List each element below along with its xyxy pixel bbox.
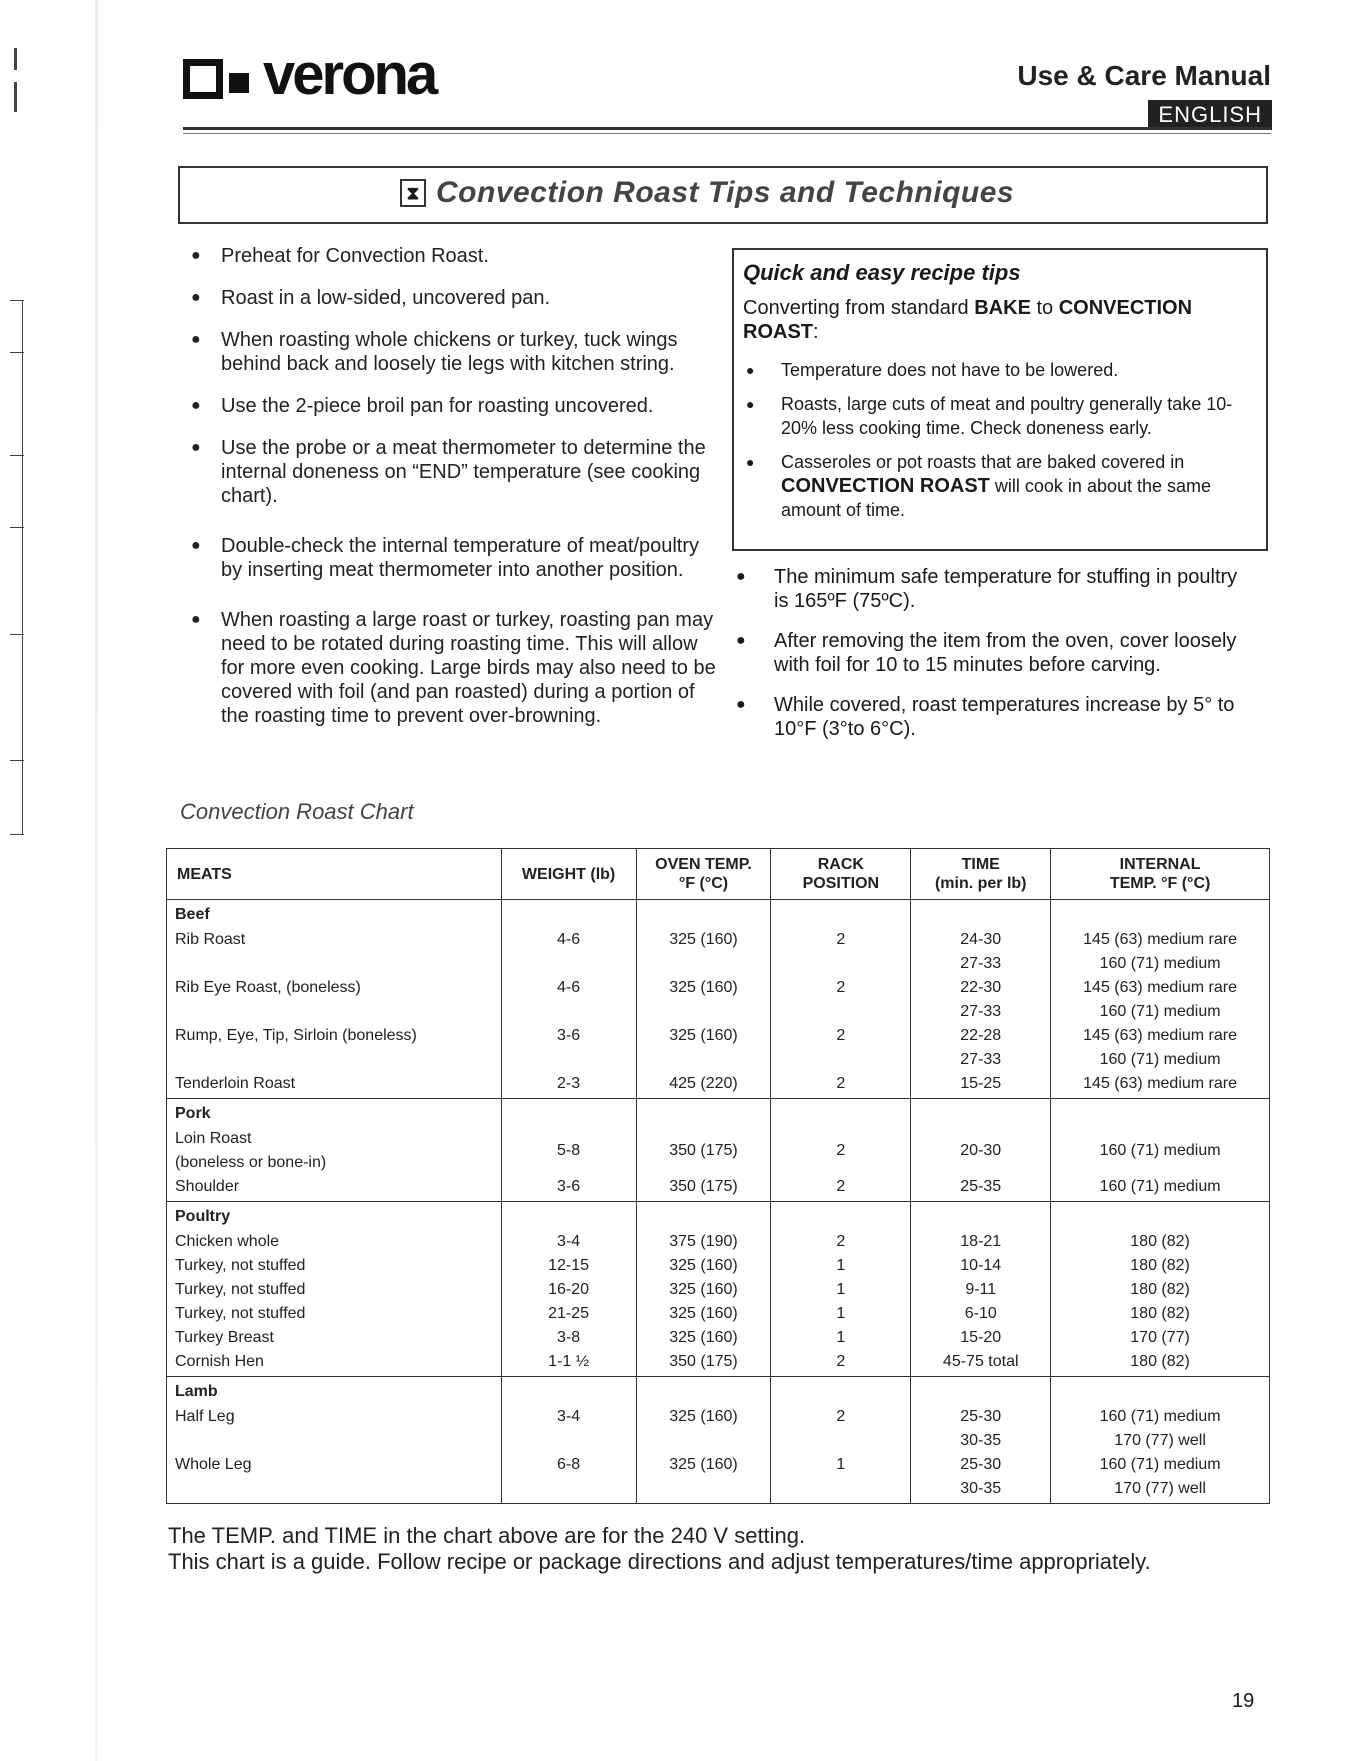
meat-cell: Half Leg Whole Leg [167, 1403, 502, 1504]
table-row [167, 1125, 1270, 1202]
scan-edge [95, 0, 98, 1761]
tips-intro: Converting from standard BAKE to CONVECTION ROAST: [743, 297, 1193, 343]
category-label: Beef [167, 900, 502, 927]
column-header-time: TIME (min. per lb) [911, 849, 1051, 900]
bullet-icon: ● [736, 568, 746, 585]
weight-cell: 3-4 12-15 16-20 21-25 3-8 1-1 ½ [501, 1228, 636, 1377]
recipe-tips-box [732, 248, 1268, 551]
oven-temp-cell: 325 (160) 325 (160) [636, 1403, 771, 1504]
rack-cell: 2 2 [771, 1125, 911, 1202]
weight-cell: 3-4 6-8 [501, 1403, 636, 1504]
list-item: ● The minimum safe temperature for stuffing in poultry is 165ºF (75ºC). [736, 566, 1238, 612]
list-item: ● Casseroles or pot roasts that are baked covered in CONVECTION ROAST will cook in about the same amount of time. [746, 452, 1212, 520]
safety-tips-list [732, 565, 1252, 757]
time-cell: 18-21 10-14 9-11 6-10 15-20 45-75 total [911, 1228, 1051, 1377]
bullet-icon: ● [746, 454, 755, 470]
convection-roast-chart [166, 848, 1270, 1504]
section-title: Convection Roast Tips and Techniques [436, 176, 1015, 209]
internal-temp-cell: 160 (71) medium 170 (77) well 160 (71) medium 170 (77) well [1051, 1403, 1270, 1504]
column-header-oven-temp: OVEN TEMP. °F (°C) [636, 849, 771, 900]
oven-temp-cell: 375 (190) 325 (160) 325 (160) 325 (160) 325 (160) 350 (175) [636, 1228, 771, 1377]
bullet-icon: ● [191, 289, 201, 306]
section-header [178, 166, 1268, 224]
internal-temp-cell: 180 (82) 180 (82) 180 (82) 180 (82) 170 (77) 180 (82) [1051, 1228, 1270, 1377]
category-row [167, 1377, 1270, 1404]
table-row [167, 926, 1270, 1099]
manual-title: Use & Care Manual [1017, 60, 1271, 91]
list-item: ● After removing the item from the oven, cover loosely with foil for 10 to 15 minutes before carving. [736, 630, 1237, 676]
table-header-row [167, 849, 1270, 900]
oven-temp-cell: 325 (160) 325 (160) 325 (160) 425 (220) [636, 926, 771, 1099]
time-cell: 24-30 27-33 22-30 27-33 22-28 27-33 15-25 [911, 926, 1051, 1099]
weight-cell: 5-8 3-6 [501, 1125, 636, 1202]
list-item: ● Preheat for Convection Roast. [191, 245, 489, 267]
chart-title: Convection Roast Chart [180, 799, 414, 824]
brand-name: verona [263, 41, 436, 107]
bullet-icon: ● [191, 331, 201, 348]
category-label: Poultry [167, 1202, 502, 1229]
language-badge: ENGLISH [1148, 100, 1272, 130]
bullet-icon: ● [746, 396, 755, 412]
column-header-rack: RACK POSITION [771, 849, 911, 900]
column-header-meats: MEATS [167, 849, 502, 900]
meat-cell: Loin Roast (boneless or bone-in) Shoulder [167, 1125, 502, 1202]
weight-cell: 4-6 4-6 3-6 2-3 [501, 926, 636, 1099]
chart-footnote: The TEMP. and TIME in the chart above are for the 240 V setting. This chart is a guide. Follow recipe or package directions and adjust temperatures/time appropriately. [168, 1523, 1151, 1574]
column-header-weight: WEIGHT (lb) [501, 849, 636, 900]
list-item: ● When roasting whole chickens or turkey, tuck wings behind back and loosely tie legs with kitchen string. [191, 329, 678, 375]
time-cell: 25-30 30-35 25-30 30-35 [911, 1403, 1051, 1504]
verona-logo [183, 41, 436, 107]
page-number: 19 [1232, 1690, 1255, 1712]
logo-square-icon [183, 59, 223, 99]
rack-cell: 2 1 1 1 1 2 [771, 1228, 911, 1377]
roast-tips-list [183, 244, 723, 746]
column-header-internal: INTERNAL TEMP. °F (°C) [1051, 849, 1270, 900]
internal-temp-cell: 160 (71) medium 160 (71) medium [1051, 1125, 1270, 1202]
bullet-icon: ● [191, 537, 201, 554]
time-cell: 20-30 25-35 [911, 1125, 1051, 1202]
meat-cell: Chicken whole Turkey, not stuffed Turkey, not stuffed Turkey, not stuffed Turkey Breast Cornish Hen [167, 1228, 502, 1377]
rack-cell: 2 1 [771, 1403, 911, 1504]
list-item: ● Roasts, large cuts of meat and poultry generally take 10-20% less cooking time. Check doneness early. [746, 394, 1233, 438]
header-rule [183, 127, 1271, 130]
list-item: ● Roast in a low-sided, uncovered pan. [191, 287, 551, 309]
category-row [167, 1099, 1270, 1126]
list-item: ● Use the 2-piece broil pan for roasting uncovered. [191, 395, 654, 417]
list-item: ● While covered, roast temperatures increase by 5° to 10°F (3°to 6°C). [736, 694, 1235, 740]
header-rule-thin [183, 133, 1271, 134]
logo-small-square-icon [229, 73, 249, 93]
bullet-icon: ● [191, 247, 201, 264]
category-row [167, 900, 1270, 927]
oven-temp-cell: 350 (175) 350 (175) [636, 1125, 771, 1202]
list-item: ● When roasting a large roast or turkey, roasting pan may need to be rotated during roasting time. This will allow for more even cooking. Large birds may also need to be covered with foil (and pan roasted) during a portion of the roasting time to prevent over-browning. [191, 609, 716, 727]
bullet-icon: ● [191, 611, 201, 628]
tips-title: Quick and easy recipe tips [743, 260, 1021, 285]
bullet-icon: ● [736, 632, 746, 649]
category-label: Lamb [167, 1377, 502, 1404]
hourglass-icon: ⧗ [400, 179, 426, 207]
list-item: ● Use the probe or a meat thermometer to determine the internal doneness on “END” temperature (see cooking chart). [191, 437, 706, 507]
table-row [167, 1228, 1270, 1377]
bullet-icon: ● [736, 696, 746, 713]
bullet-icon: ● [191, 439, 201, 456]
category-label: Pork [167, 1099, 502, 1126]
bullet-icon: ● [746, 362, 755, 378]
meat-cell: Rib Roast Rib Eye Roast, (boneless) Rump, Eye, Tip, Sirloin (boneless) Tenderloin Roast [167, 926, 502, 1099]
rack-cell: 2 2 2 2 [771, 926, 911, 1099]
list-item: ● Temperature does not have to be lowered. [746, 360, 1119, 380]
category-row [167, 1202, 1270, 1229]
internal-temp-cell: 145 (63) medium rare 160 (71) medium 145 (63) medium rare 160 (71) medium 145 (63) medium rare 160 (71) medium 145 (63) medium rare [1051, 926, 1270, 1099]
list-item: ● Double-check the internal temperature of meat/poultry by inserting meat thermometer into another position. [191, 535, 700, 581]
bullet-icon: ● [191, 397, 201, 414]
table-row [167, 1403, 1270, 1504]
